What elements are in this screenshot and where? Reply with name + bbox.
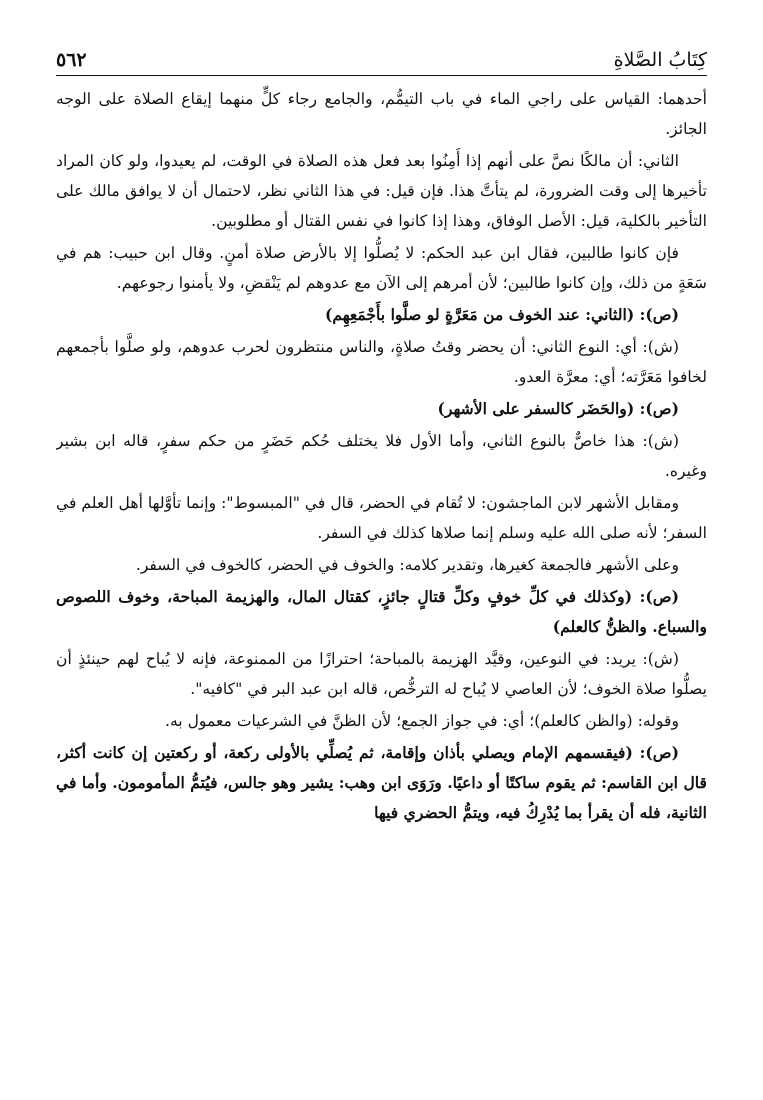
paragraph: أحدهما: القياس على راجي الماء في باب التيمُّم، والجامع رجاء كلٍّ منهما إيقاع الصلاة على الوجه الجائز. xyxy=(56,90,707,138)
sharh-paragraph: (ش): أي: النوع الثاني: أن يحضر وقتُ صلاةٍ، والناس منتظرون لحرب عدوهم، ولو صلَّوا بأجمعهم لخافوا مَعَرَّته؛ أي: معرَّة العدو. xyxy=(56,338,707,386)
sharh-paragraph: (ش): يريد: في النوعين، وقيَّد الهزيمة بالمباحة؛ احترازًا من الممنوعة، فإنه لا يُباح لهم حينئذٍ أن يصلُّوا صلاة الخوف؛ لأن العاصي لا يُباح له الترخُّص، قاله ابن عبد البر في "كافيه". xyxy=(56,650,707,698)
paragraph: وعلى الأشهر فالجمعة كغيرها، وتقدير كلامه: والخوف في الحضر، كالخوف في السفر. xyxy=(135,556,679,574)
paragraph: الثاني: أن مالكًا نصَّ على أنهم إذا أَمِنُوا بعد فعل هذه الصلاة في الوقت، لم يعيدوا، ولو كان المراد تأخيرها إلى وقت الضرورة، لم يتأتَّ هذا. فإن قيل: في هذا الثاني نظر، لاحتمال أن لا يوافق مالك على التأخير بالكلية، قيل: الأصل الوفاق، وهذا إذا كانوا في نفس القتال أو مطلوبين. xyxy=(56,152,707,230)
page-header xyxy=(56,36,707,76)
paragraph: وقوله: (والظن كالعلم)؛ أي: في جواز الجمع؛ لأن الظنَّ في الشرعيات معمول به. xyxy=(164,712,679,730)
paragraph: ومقابل الأشهر لابن الماجشون: لا تُقام في الحضر، قال في "المبسوط": وإنما تأوَّلها أهل العلم في السفر؛ لأنه صلى الله عليه وسلم إنما صلاها كذلك في السفر. xyxy=(56,494,707,542)
matn-paragraph: (ص): (والحَضَر كالسفر على الأشهر) xyxy=(437,399,679,418)
page-number: ٥٦٢ xyxy=(56,49,87,71)
paragraph: فإن كانوا طالبين، فقال ابن عبد الحكم: لا يُصلُّوا إلا بالأرض صلاة أمنٍ. وقال ابن حبيب: هم في سَعَةٍ من ذلك، وإن كانوا طالبين؛ لأن أمرهم إلى الآن مع عدوهم لم يَنْقضِ، ولا يأمنوا رجوعهم. xyxy=(56,244,707,292)
matn-paragraph: (ص): (وكذلك في كلِّ خوفٍ وكلِّ قتالٍ جائزٍ، كقتال المال، والهزيمة المباحة، وخوف اللصوص والسباع. والظنُّ كالعلم) xyxy=(56,587,707,636)
matn-paragraph: (ص): (فيقسمهم الإمام ويصلي بأذان وإقامة، ثم يُصلِّي بالأولى ركعة، أو ركعتين إن كانت أكثر، قال ابن القاسم: ثم يقوم ساكتًا أو داعيًا. ورَوَى ابن وهب: يشير وهو جالس، فيُتمُّ المأمومون. وأما في الثانية، فله أن يقرأ بما يُدْرِكُ فيه، ويتمُّ الحضري فيها xyxy=(56,743,707,822)
matn-paragraph: (ص): (الثاني: عند الخوف من مَعَرَّةٍ لو صلَّوا بأَجْمَعِهِم) xyxy=(324,305,679,324)
chapter-title: كِتَابُ الصَّلاةِ xyxy=(613,49,707,71)
sharh-paragraph: (ش): هذا خاصٌّ بالنوع الثاني، وأما الأول فلا يختلف حُكم حَضَرٍ من حكم سفرٍ، قاله ابن بشير وغيره. xyxy=(56,432,707,480)
page-body xyxy=(56,84,707,1094)
